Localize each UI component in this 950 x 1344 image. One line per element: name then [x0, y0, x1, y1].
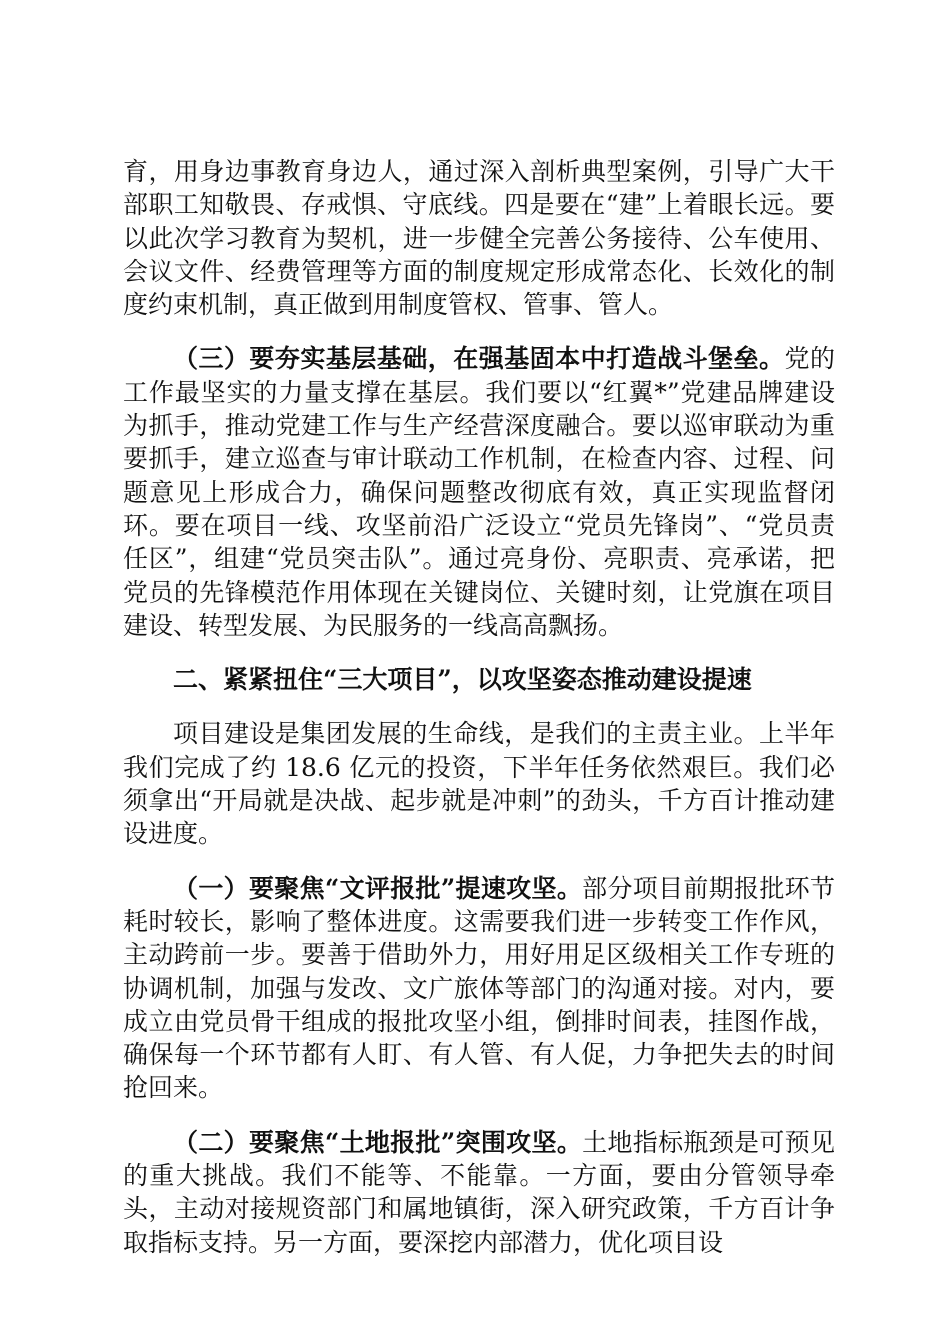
section-lead-title: （一）要聚焦“文评报批”提速攻坚。	[173, 873, 583, 903]
paragraph-continued	[123, 155, 835, 321]
section-lead-title: （二）要聚焦“土地报批”突围攻坚。	[173, 1127, 583, 1157]
paragraph-text: 土地指标瓶颈是可预见的重大挑战。我们不能等、不能靠。一方面，要由分管领导牵头，主动对接规资部门和属地镇街，深入研究政策，千方百计争取指标支持。另一方面，要深挖内部潜力，优化项目设	[123, 1127, 835, 1257]
paragraph-text: 育，用身边事教育身边人，通过深入剖析典型案例，引导广大干部职工知敬畏、存戒惧、守底线。四是要在“建”上着眼长远。要以此次学习教育为契机，进一步健全完善公务接待、公车使用、会议文件、经费管理等方面的制度规定形成常态化、长效化的制度约束机制，真正做到用制度管权、管事、管人。	[123, 157, 835, 320]
paragraph-section-3	[123, 342, 835, 642]
paragraph-text: 党的工作最坚实的力量支撑在基层。我们要以“红翼*”党建品牌建设为抓手，推动党建工作与生产经营深度融合。要以巡审联动为重要抓手，建立巡查与审计联动工作机制，在检查内容、过程、问题意见上形成合力，确保问题整改彻底有效，真正实现监督闭环。要在项目一线、攻坚前沿广泛设立“党员先锋岗”、“党员责任区”，组建“党员突击队”。通过亮身份、亮职责、亮承诺，把党员的先锋模范作用体现在关键岗位、关键时刻，让党旗在项目建设、转型发展、为民服务的一线高高飘扬。	[123, 344, 835, 640]
document-body	[123, 155, 835, 1280]
paragraph-intro	[123, 717, 835, 850]
paragraph-text: 部分项目前期报批环节耗时较长，影响了整体进度。这需要我们进一步转变工作作风，主动跨前一步。要善于借助外力，用好用足区级相关工作专班的协调机制，加强与发改、文广旅体等部门的沟通对接。对内，要成立由党员骨干组成的报批攻坚小组，倒排时间表，挂图作战，确保每一个环节都有人盯、有人管、有人促，力争把失去的时间抢回来。	[123, 873, 835, 1103]
paragraph-text: 项目建设是集团发展的生命线，是我们的主责主业。上半年我们完成了约 18.6 亿元的投资，下半年任务依然艰巨。我们必须拿出“开局就是决战、起步就是冲刺”的劲头，千方百计推动建设进度。	[123, 719, 835, 849]
paragraph-subsection-2	[123, 1126, 835, 1259]
section-heading-2: 二、紧紧扭住“三大项目”，以攻坚姿态推动建设提速	[173, 665, 752, 695]
section-lead-title: （三）要夯实基层基础，在强基固本中打造战斗堡垒。	[173, 344, 785, 374]
paragraph-subsection-1	[123, 872, 835, 1105]
